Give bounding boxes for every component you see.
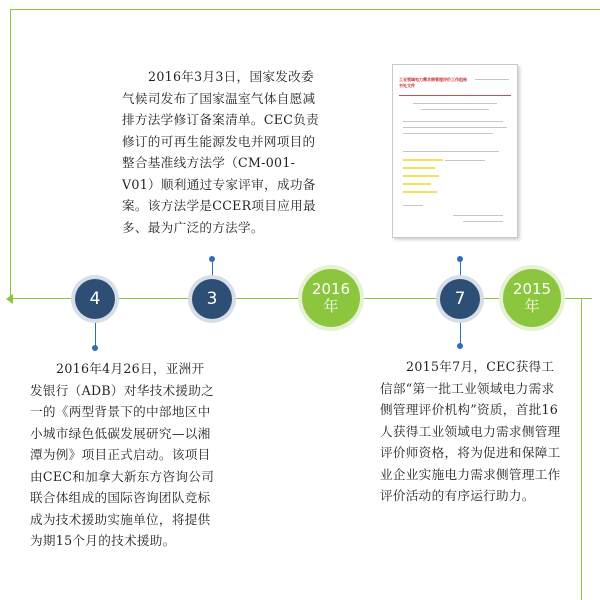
stem-3 [212, 262, 213, 278]
doc-line [403, 151, 499, 152]
event-7-text: 2015年7月，CEC获得工信部“第一批工业领域电力需求侧管理评价机构”资质，首批16人获得工业领域电力需求侧管理评价师资格，将为促进和保障工业企业实施电力需求侧管理工作评价活动的有序运行助力。 [380, 359, 561, 503]
doc-line [445, 160, 485, 161]
doc-line [475, 79, 509, 80]
node-year: 2015 [512, 280, 552, 298]
node-year: 2016 [311, 280, 351, 298]
doc-line [453, 215, 503, 216]
node-label: 7 [454, 289, 466, 309]
stem-dot-7-up [457, 256, 463, 262]
timeline-node-3 [192, 279, 232, 319]
doc-highlight [403, 191, 437, 193]
arrow-left-icon [6, 294, 13, 304]
doc-line [413, 103, 497, 104]
doc-line [403, 133, 493, 134]
stem-dot-4 [92, 345, 98, 351]
doc-highlight [403, 183, 431, 185]
doc-line [421, 109, 489, 110]
timeline-node-2015 [503, 269, 561, 327]
doc-highlight [403, 167, 435, 169]
node-label: 3 [206, 289, 218, 309]
node-year-suffix: 年 [524, 297, 540, 315]
timeline-node-4 [75, 279, 115, 319]
event-4-text: 2016年4月26日，亚洲开发银行（ADB）对华技术援助之一的《两型背景下的中部地区中小城市绿色低碳发展研究—以湘潭为例》项目正式启动。该项目由CEC和加拿大新东方咨询公司联合体组成的国际咨询团队竞标成为技术援助实施单位，将提供为期15个月的技术援助。 [30, 361, 215, 548]
stem-dot-3 [209, 256, 215, 262]
doc-highlight [403, 159, 443, 161]
document-thumbnail [392, 64, 518, 238]
timeline-node-2016 [302, 269, 360, 327]
stem-dot-7-down [457, 343, 463, 349]
doc-line [403, 121, 503, 122]
timeline-left-line [10, 9, 11, 299]
document-header: 工业领域电力需求侧管理评价工作组秘书处文件 [399, 77, 467, 88]
stem-7-up [460, 262, 461, 278]
stem-4 [95, 320, 96, 348]
timeline-node-7 [440, 279, 480, 319]
node-year-suffix: 年 [323, 297, 339, 315]
doc-highlight [403, 175, 439, 177]
doc-red-rule [399, 95, 511, 96]
doc-line [403, 205, 423, 206]
timeline-top-line [10, 9, 600, 10]
timeline-right-line [581, 298, 582, 600]
node-label: 4 [89, 289, 101, 309]
doc-line [463, 221, 503, 222]
event-3-text: 2016年3月3日，国家发改委气候司发布了国家温室气体自愿减排方法学修订备案清单。CEC负责修订的可再生能源发电并网项目的整合基准线方法学（CM-001-V01）顺利通过专家评审，成功备案。该方法学是CCER项目应用最多、最为广泛的方法学。 [122, 69, 319, 235]
doc-line [403, 127, 507, 128]
